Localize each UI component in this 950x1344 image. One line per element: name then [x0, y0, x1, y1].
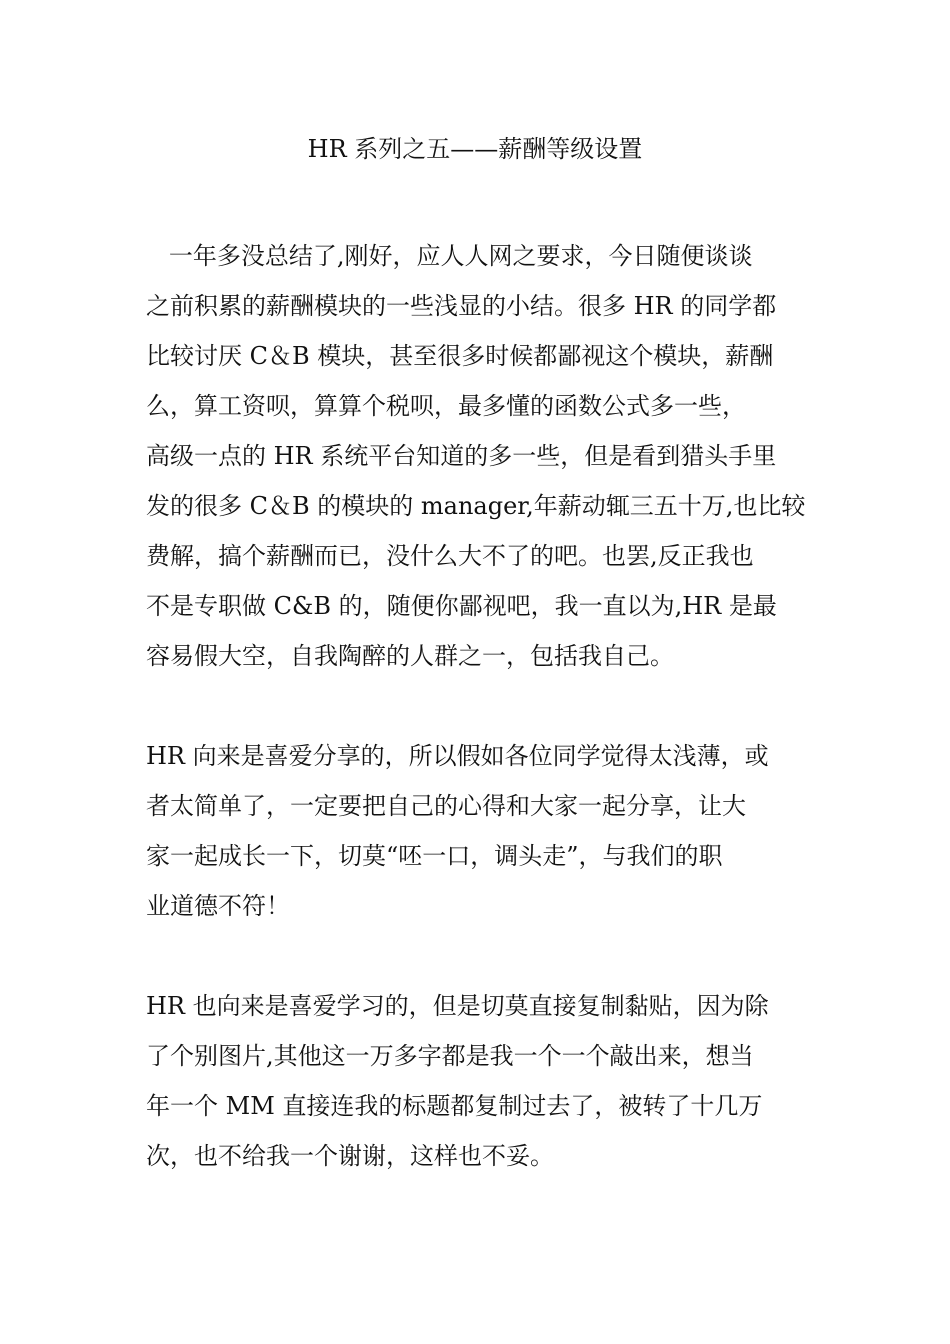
text-line: 费解，搞个薪酬而已，没什么大不了的吧。也罢,反正我也	[146, 542, 754, 570]
paragraph-spacer	[146, 931, 806, 981]
text-line: 一年多没总结了,刚好，应人人网之要求，今日随便谈谈	[146, 242, 753, 270]
text-line: 业道德不符！	[146, 892, 290, 920]
text-line: 次，也不给我一个谢谢，这样也不妥。	[146, 1142, 554, 1170]
text-line: 不是专职做 C&B 的，随便你鄙视吧，我一直以为,HR 是最	[146, 592, 777, 620]
text-line: 么，算工资呗，算算个税呗，最多懂的函数公式多一些，	[146, 392, 746, 420]
text-line: HR 向来是喜爱分享的，所以假如各位同学觉得太浅薄，或	[146, 742, 769, 770]
text-line: 高级一点的 HR 系统平台知道的多一些，但是看到猎头手里	[146, 442, 777, 470]
paragraph-1	[146, 231, 806, 681]
text-line: 家一起成长一下，切莫“呸一口，调头走”，与我们的职	[146, 842, 723, 870]
paragraph-2	[146, 731, 806, 931]
text-line: 者太简单了，一定要把自己的心得和大家一起分享，让大	[146, 792, 746, 820]
text-line: 年一个 MM 直接连我的标题都复制过去了，被转了十几万	[146, 1092, 763, 1120]
document-body	[146, 231, 806, 1181]
text-line: 了个别图片,其他这一万多字都是我一个一个敲出来，想当	[146, 1042, 754, 1070]
text-line: 之前积累的薪酬模块的一些浅显的小结。很多 HR 的同学都	[146, 292, 777, 320]
text-line: 比较讨厌 C＆B 模块，甚至很多时候都鄙视这个模块，薪酬	[146, 342, 774, 370]
text-line: 发的很多 C＆B 的模块的 manager,年薪动辄三五十万,也比较	[146, 492, 806, 520]
page-title: HR 系列之五——薪酬等级设置	[307, 135, 643, 163]
text-line: 容易假大空，自我陶醉的人群之一，包括我自己。	[146, 642, 674, 670]
paragraph-spacer	[146, 681, 806, 731]
paragraph-3	[146, 981, 806, 1181]
text-line: HR 也向来是喜爱学习的，但是切莫直接复制黏贴，因为除	[146, 992, 769, 1020]
